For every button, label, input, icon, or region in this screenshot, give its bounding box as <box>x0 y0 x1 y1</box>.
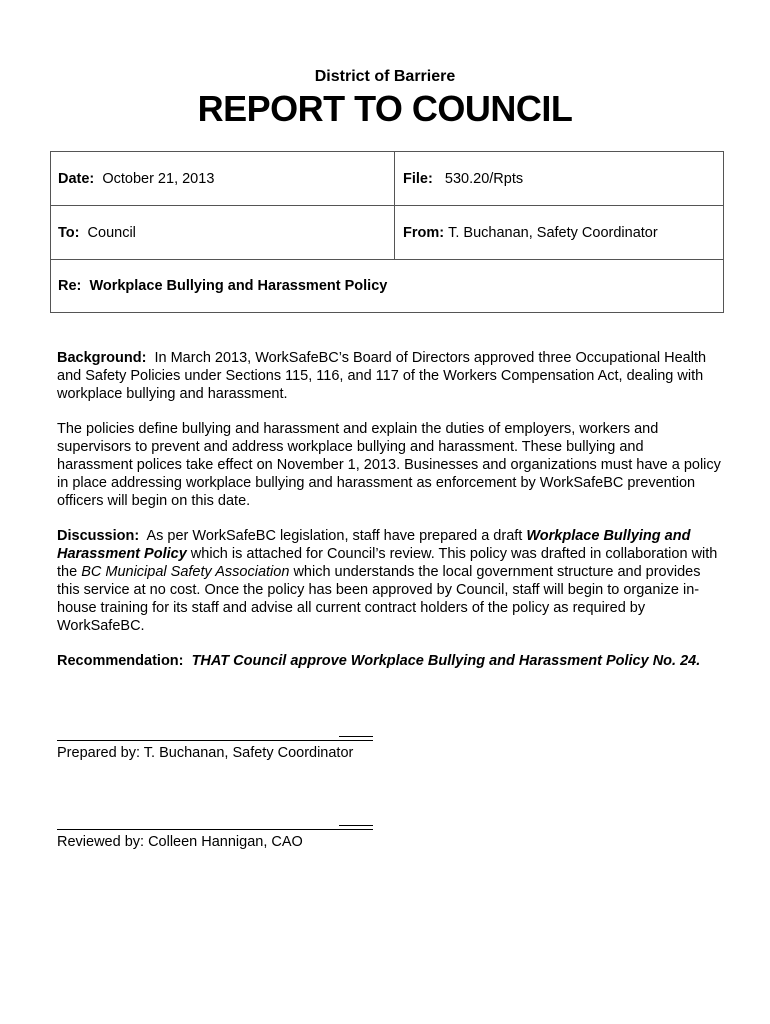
info-row-date-file <box>51 152 723 206</box>
report-body <box>57 349 723 687</box>
recommendation-text: THAT Council approve Workplace Bullying and Harassment Policy No. 24. <box>191 653 701 669</box>
report-info-table <box>50 151 724 313</box>
from-cell <box>395 206 723 259</box>
prepared-by-text: Prepared by: T. Buchanan, Safety Coordinator <box>57 745 354 761</box>
policies-paragraph: The policies define bullying and harassment and explain the duties of employers, workers and supervisors to prevent and address workplace bullying and harassment. These bullying and harassment polices take effect on November 1, 2013. Businesses and organizations must have a policy in place addressing workplace bullying and harassment as enforcement by WorkSafeBC prevention officers will begin on this date. <box>57 421 721 509</box>
from-value: T. Buchanan, Safety Coordinator <box>448 224 658 241</box>
association-name: BC Municipal Safety Association <box>81 564 290 580</box>
subject-cell <box>51 260 723 312</box>
background-text: In March 2013, WorkSafeBC’s Board of Directors approved three Occupational Health and Safety Policies under Sections 115, 116, and 117 of the Workers Compensation Act, dealing with workplace bullying and harassment. <box>57 350 707 402</box>
page-title: REPORT TO COUNCIL <box>197 88 573 129</box>
info-row-to-from <box>51 206 723 260</box>
background-label: Background: <box>57 350 147 366</box>
discussion-paragraph <box>57 527 723 635</box>
date-value: October 21, 2013 <box>102 170 215 187</box>
reviewed-by-text: Reviewed by: Colleen Hannigan, CAO <box>57 834 303 850</box>
policy-name: Workplace Bullying and Harassment Policy <box>57 528 691 562</box>
prepared-by-block <box>57 740 377 761</box>
discussion-text-3: which understands the local government structure and provides this service at no cost. Once the policy has been approved by Council, staff will begin to organize in-house training for its staff and advise all current contract holders of the policy as required by WorkSafeBC. <box>57 564 701 634</box>
file-label: File: <box>403 170 433 187</box>
discussion-text-1: As per WorkSafeBC legislation, staff have prepared a draft <box>146 528 523 544</box>
re-value: Workplace Bullying and Harassment Policy <box>89 278 388 294</box>
signature-line <box>57 740 373 742</box>
file-value: 530.20/Rpts <box>444 170 524 187</box>
from-label: From: <box>403 224 445 241</box>
to-label: To: <box>58 224 80 241</box>
file-cell <box>395 152 723 205</box>
info-row-subject <box>51 260 723 312</box>
discussion-text-2: which is attached for Council’s review. This policy was drafted in collaboration with the <box>57 546 718 580</box>
background-paragraph <box>57 349 723 403</box>
organization-name: District of Barriere <box>314 68 456 85</box>
recommendation-label: Recommendation: <box>57 653 184 669</box>
re-label: Re: <box>58 278 82 294</box>
date-label: Date: <box>58 170 95 187</box>
signature-line <box>57 829 373 831</box>
to-value: Council <box>87 224 136 241</box>
discussion-label: Discussion: <box>57 528 140 544</box>
recommendation-paragraph <box>57 652 723 670</box>
date-cell <box>51 152 395 205</box>
to-cell <box>51 206 395 259</box>
reviewed-by-block <box>57 829 377 850</box>
